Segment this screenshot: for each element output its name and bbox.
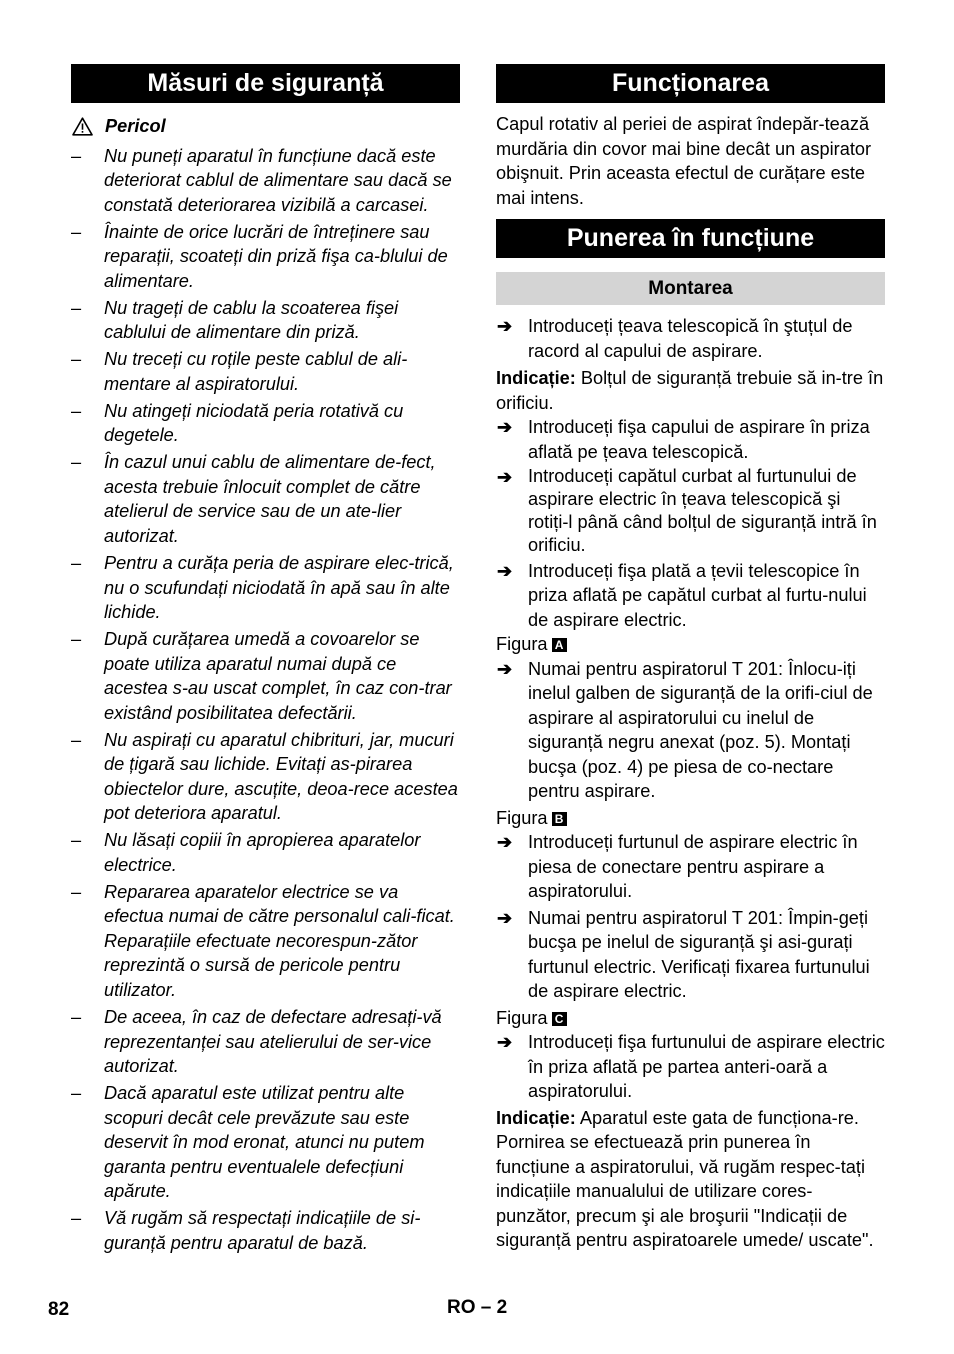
operation-text: Capul rotativ al periei de aspirat îndepăr-tează murdăria din covor mai bine decât un aspirator obişnuit. Prin aceasta efectul de curățare este mai intens. bbox=[496, 114, 872, 208]
dash-bullet: – bbox=[71, 830, 82, 851]
operation-heading: Funcționarea bbox=[496, 64, 885, 103]
right-column bbox=[496, 64, 885, 1253]
arrow-right-icon: ➔ bbox=[497, 467, 513, 487]
arrow-right-icon: ➔ bbox=[497, 832, 513, 852]
list-item: – De aceea, în caz de defectare adresați-vă reprezentanței sau atelierului de ser-vice autorizat. bbox=[71, 1007, 442, 1077]
list-item: – Nu aspirați cu aparatul chibrituri, jar, mucuri de țigară sau lichide. Evitați as-pirarea obiectelor dure, ascuțite, deoa-rece acestea pot deteriora aparatul. bbox=[71, 729, 458, 824]
list-item: – Repararea aparatelor electrice se va efectua numai de către personalul cali-ficat. Reparațiile efectuate necorespun-zător reprezintă o sursă de pericole pentru utilizator. bbox=[71, 881, 455, 1000]
step-item: ➔ Introduceți fişa capului de aspirare în priza aflată pe țeava telescopică. bbox=[497, 417, 870, 462]
list-item: – Nu lăsați copiii în apropierea aparatelor electrice. bbox=[71, 830, 421, 875]
dash-bullet: – bbox=[71, 1083, 82, 1104]
figure-label: Figura B bbox=[496, 806, 885, 831]
page-code: RO – 2 bbox=[447, 1297, 508, 1318]
list-item: – Nu puneți aparatul în funcțiune dacă este deteriorat cablul de alimentare sau dacă se constată deteriorarea vizibilă a carcasei. bbox=[71, 145, 452, 215]
step-item: ➔ Numai pentru aspiratorul T 201: Împin-geți bucşa pe inelul de siguranță şi asi-gurați furtunul electric. Verificați fixarea furtunului de aspirare electric. bbox=[497, 907, 870, 1001]
list-item: – Vă rugăm să respectați indicațiile de si-guranță pentru aparatul de bază. bbox=[71, 1208, 421, 1253]
list-item: – Dacă aparatul este utilizat pentru alte scopuri decât cele prevăzute sau este deservit în mod eronat, atunci nu putem garanta pentru eventualele defecțiuni apărute. bbox=[71, 1083, 425, 1202]
list-item: – Pentru a curăța peria de aspirare elec-trică, nu o scufundați niciodată în apă sau în alte lichide. bbox=[71, 553, 454, 623]
step-item: ➔ Introduceți capătul curbat al furtunului de aspirare electric în țeava telescopică şi rotiți-l până când bolțul de siguranță intră în orificiu. bbox=[497, 466, 877, 555]
step-item: ➔ Introduceți fişa furtunului de aspirare electric în priza aflată pe partea anteri-oară a aspiratorului. bbox=[497, 1032, 885, 1101]
figure-label: Figura C bbox=[496, 1006, 885, 1031]
figure-a-badge: A bbox=[552, 638, 567, 652]
figure-label: Figura A bbox=[496, 632, 885, 657]
safety-list bbox=[71, 144, 460, 1256]
arrow-right-icon: ➔ bbox=[497, 907, 513, 928]
dash-bullet: – bbox=[71, 1208, 82, 1229]
step-item: ➔ Numai pentru aspiratorul T 201: Înlocu-iți inelul galben de siguranță de la orifi-ciul de aspirare al aspiratorului cu inelul de siguranță negru anexat (poz. 5). Montați bucşa (poz. 4) pe piesa de co-nectare pentru aspirare. bbox=[497, 658, 873, 801]
step-item: ➔ Introduceți fişa plată a țevii telescopice în priza aflată pe capătul curbat al furtu-nului de aspirare electric. bbox=[497, 560, 867, 630]
safety-heading: Măsuri de siguranță bbox=[71, 64, 460, 103]
list-item: – În cazul unui cablu de alimentare de-fect, acesta trebuie înlocuit complet de către atelierul de service sau de un ate-lier autorizat. bbox=[71, 452, 436, 546]
dash-bullet: – bbox=[71, 452, 82, 473]
arrow-right-icon: ➔ bbox=[497, 560, 513, 581]
list-item: – După curățarea umedă a covoarelor se poate utiliza aparatul numai după ce acestea s-au uscat complet, în caz con-trar existând posibilitatea defectării. bbox=[71, 629, 452, 723]
dash-bullet: – bbox=[71, 881, 82, 902]
left-column bbox=[71, 64, 460, 1258]
start-heading: Punerea în funcțiune bbox=[496, 219, 885, 258]
step-item: ➔ Introduceți furtunul de aspirare electric în piesa de conectare pentru aspirare a aspiratorului. bbox=[497, 832, 858, 901]
dash-bullet: – bbox=[71, 729, 82, 750]
note: Indicație: Aparatul este gata de funcționa-re. Pornirea se efectuează prin punerea în funcțiune a aspiratorului, vă rugăm respec-tați indicațiile manualului de utilizare cores-punzător, precum şi ale broşurii "Indicații de siguranță pentru aspiratoarele umede/ uscate". bbox=[496, 1107, 874, 1250]
list-item: – Înainte de orice lucrări de întreținere sau reparații, scoateți din priză fişa ca-blului de alimentare. bbox=[71, 221, 448, 291]
figure-c-badge: C bbox=[552, 1012, 567, 1026]
step-item: ➔ Introduceți țeava telescopică în ştuțul de racord al capului de aspirare. bbox=[497, 316, 853, 361]
danger-label: Pericol bbox=[105, 116, 166, 136]
dash-bullet: – bbox=[71, 1007, 82, 1028]
page-number: 82 bbox=[48, 1299, 70, 1320]
dash-bullet: – bbox=[71, 297, 82, 318]
list-item: – Nu atingeți niciodată peria rotativă cu degetele. bbox=[71, 400, 404, 446]
dash-bullet: – bbox=[71, 400, 82, 421]
mount-subheading: Montarea bbox=[496, 272, 885, 305]
dash-bullet: – bbox=[71, 349, 82, 370]
arrow-right-icon: ➔ bbox=[497, 658, 513, 679]
figure-b-badge: B bbox=[552, 812, 567, 826]
list-item: – Nu treceți cu roțile peste cablul de ali-mentare al aspiratorului. bbox=[71, 349, 408, 394]
danger-label-row bbox=[71, 114, 460, 139]
arrow-right-icon: ➔ bbox=[497, 417, 513, 437]
dash-bullet: – bbox=[71, 145, 82, 166]
arrow-right-icon: ➔ bbox=[497, 1032, 513, 1052]
dash-bullet: – bbox=[71, 221, 82, 242]
warning-triangle-icon bbox=[72, 117, 93, 136]
dash-bullet: – bbox=[71, 629, 82, 650]
arrow-right-icon: ➔ bbox=[497, 316, 513, 336]
dash-bullet: – bbox=[71, 553, 82, 574]
list-item: – Nu trageți de cablu la scoaterea fişei cablului de alimentare din priză. bbox=[71, 297, 399, 343]
note: Indicație: Bolțul de siguranță trebuie să in-tre în orificiu. bbox=[496, 368, 884, 413]
